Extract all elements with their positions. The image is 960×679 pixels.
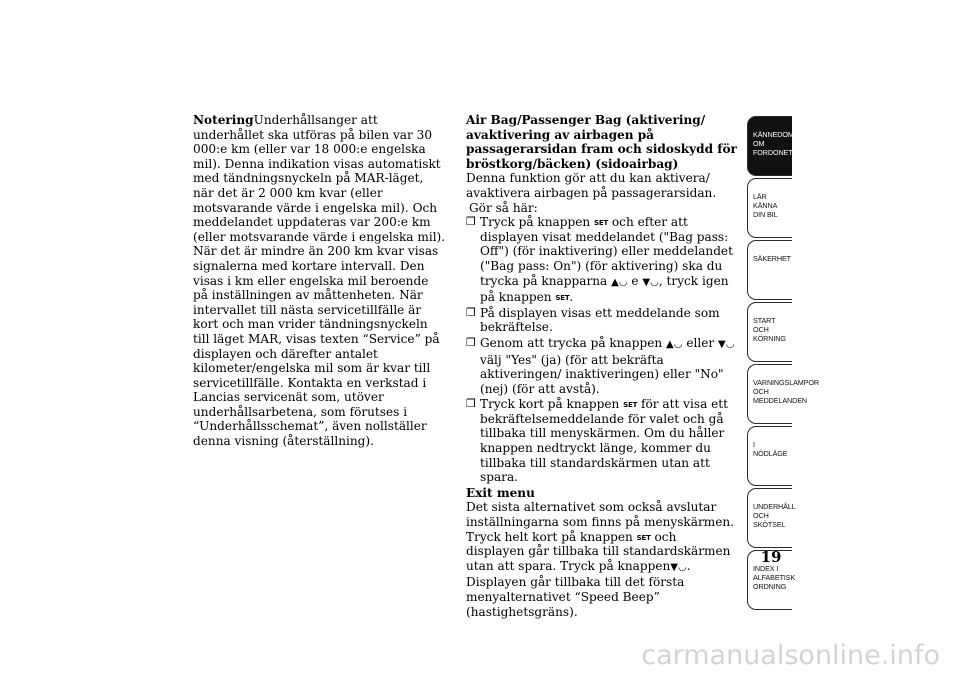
page-number: 19 (760, 548, 782, 566)
airbag-heading: Air Bag/Passenger Bag (aktivering/ avaktivering av airbagen på passagerarsidan fram och sidoskydd för bröstkorg/bäcken) (sidoairbag) (466, 113, 737, 171)
set-key-icon: SET (636, 533, 651, 542)
tab-lar-kanna-din-bil[interactable]: LÄR KÄNNA DIN BIL (747, 178, 792, 238)
note-label: Notering (193, 113, 254, 127)
watermark: carmanualsonline.info (641, 640, 940, 671)
bullet-icon: ❒ (466, 335, 476, 349)
bullet-icon: ❒ (466, 305, 476, 319)
tab-underhall-och-skotsel[interactable]: UNDERHÅLL OCH SKÖTSEL (747, 488, 792, 548)
right-column (466, 113, 738, 619)
down-key-icon: ▼◡ (642, 276, 659, 288)
steps-list (466, 215, 738, 485)
up-key-icon: ▲◡ (611, 276, 628, 288)
down-key-icon: ▼◡ (718, 338, 735, 350)
tab-index[interactable]: INDEX I ALFABETISK ORDNING (747, 550, 792, 610)
set-key-icon: SET (555, 294, 570, 303)
airbag-intro: Denna funktion gör att du kan aktivera/ avaktivera airbagen på passagerarsidan. (466, 171, 717, 200)
down-key-icon: ▼◡ (670, 561, 687, 573)
exit-menu-heading: Exit menu (466, 485, 535, 500)
note-paragraph (193, 113, 447, 449)
tab-varningslampor[interactable]: VARNINGSLAMPOR OCH MEDDELANDEN (747, 364, 792, 424)
note-text: Underhållsanger att underhållet ska utföras på bilen var 30 000:e km (eller var 18 000:e engelska mil). Denna indikation visas automatiskt med tändningsnyckeln på MAR-läget, när det är 2 000 km kvar (eller motsvarande värde i engelska mil). Och meddelandet uppdateras var 200:e km (eller motsvarande värde i engelska mil). När det är mindre än 200 km kvar visas signalerna med kortare intervall. Den visas i km eller engelska mil beroende på inställningen av måttenheten. När intervallet till nästa servicetillfälle är kort och man vrider tändningsnyckeln till läget MAR, visas texten “Service” på displayen och därefter antalet kilometer/engelska mil som är kvar till servicetillfälle. Kontakta en verkstad i Lancias servicenät som, utöver underhållsarbetena, som förutses i “Underhållsschemat”, även nollställer denna visning (återställning). (193, 113, 446, 449)
set-key-icon: SET (623, 401, 638, 410)
bullet-icon: ❒ (466, 215, 476, 229)
tab-kannedom-om-fordonet[interactable]: KÄNNEDOM OM FORDONET (747, 116, 792, 176)
step-1: ❒ Tryck på knappen SET och efter att displayen visat meddelandet ("Bag pass: Off") (för inaktivering) eller meddelandet ("Bag pass: On") (för aktivering) ska du trycka på knapparna ▲◡ e ▼◡, tryck igen på knappen SET. (466, 215, 733, 305)
tab-sakerhet[interactable]: SÄKERHET (747, 240, 792, 300)
up-key-icon: ▲◡ (666, 338, 683, 350)
tab-start-och-korning[interactable]: START OCH KÖRNING (747, 302, 792, 362)
do-this-label: Gör så här: (469, 200, 538, 215)
tab-i-nodlage[interactable]: I NÖDLÄGE (747, 426, 792, 486)
step-2: ❒ På displayen visas ett meddelande som bekräftelse. (466, 305, 720, 335)
bullet-icon: ❒ (466, 397, 476, 411)
section-tabs (747, 116, 819, 612)
left-column (193, 113, 447, 449)
set-key-icon: SET (594, 219, 609, 228)
step-4: ❒ Tryck kort på knappen SET för att visa ett bekräftelsemeddelande för valet och gå tillbaka till menyskärmen. Om du håller knappen nedtryckt länge, kommer du tillbaka till standardskärmen utan att spara. (466, 397, 728, 485)
step-3: ❒ Genom att trycka på knappen ▲◡ eller ▼◡ välj "Yes" (ja) (för att bekräfta aktiveringen/ inaktiveringen) eller "No" (nej) (för att avstå). (466, 335, 735, 396)
exit-menu-text: Det sista alternativet som också avslutar inställningarna som finns på menyskärmen. Tryck helt kort på knappen SET och displayen går tillbaka till standardskärmen utan att spara. Tryck på knappen▼◡. Displayen går tillbaka till det första menyalternativet “Speed Beep” (hastighetsgräns). (466, 500, 735, 619)
